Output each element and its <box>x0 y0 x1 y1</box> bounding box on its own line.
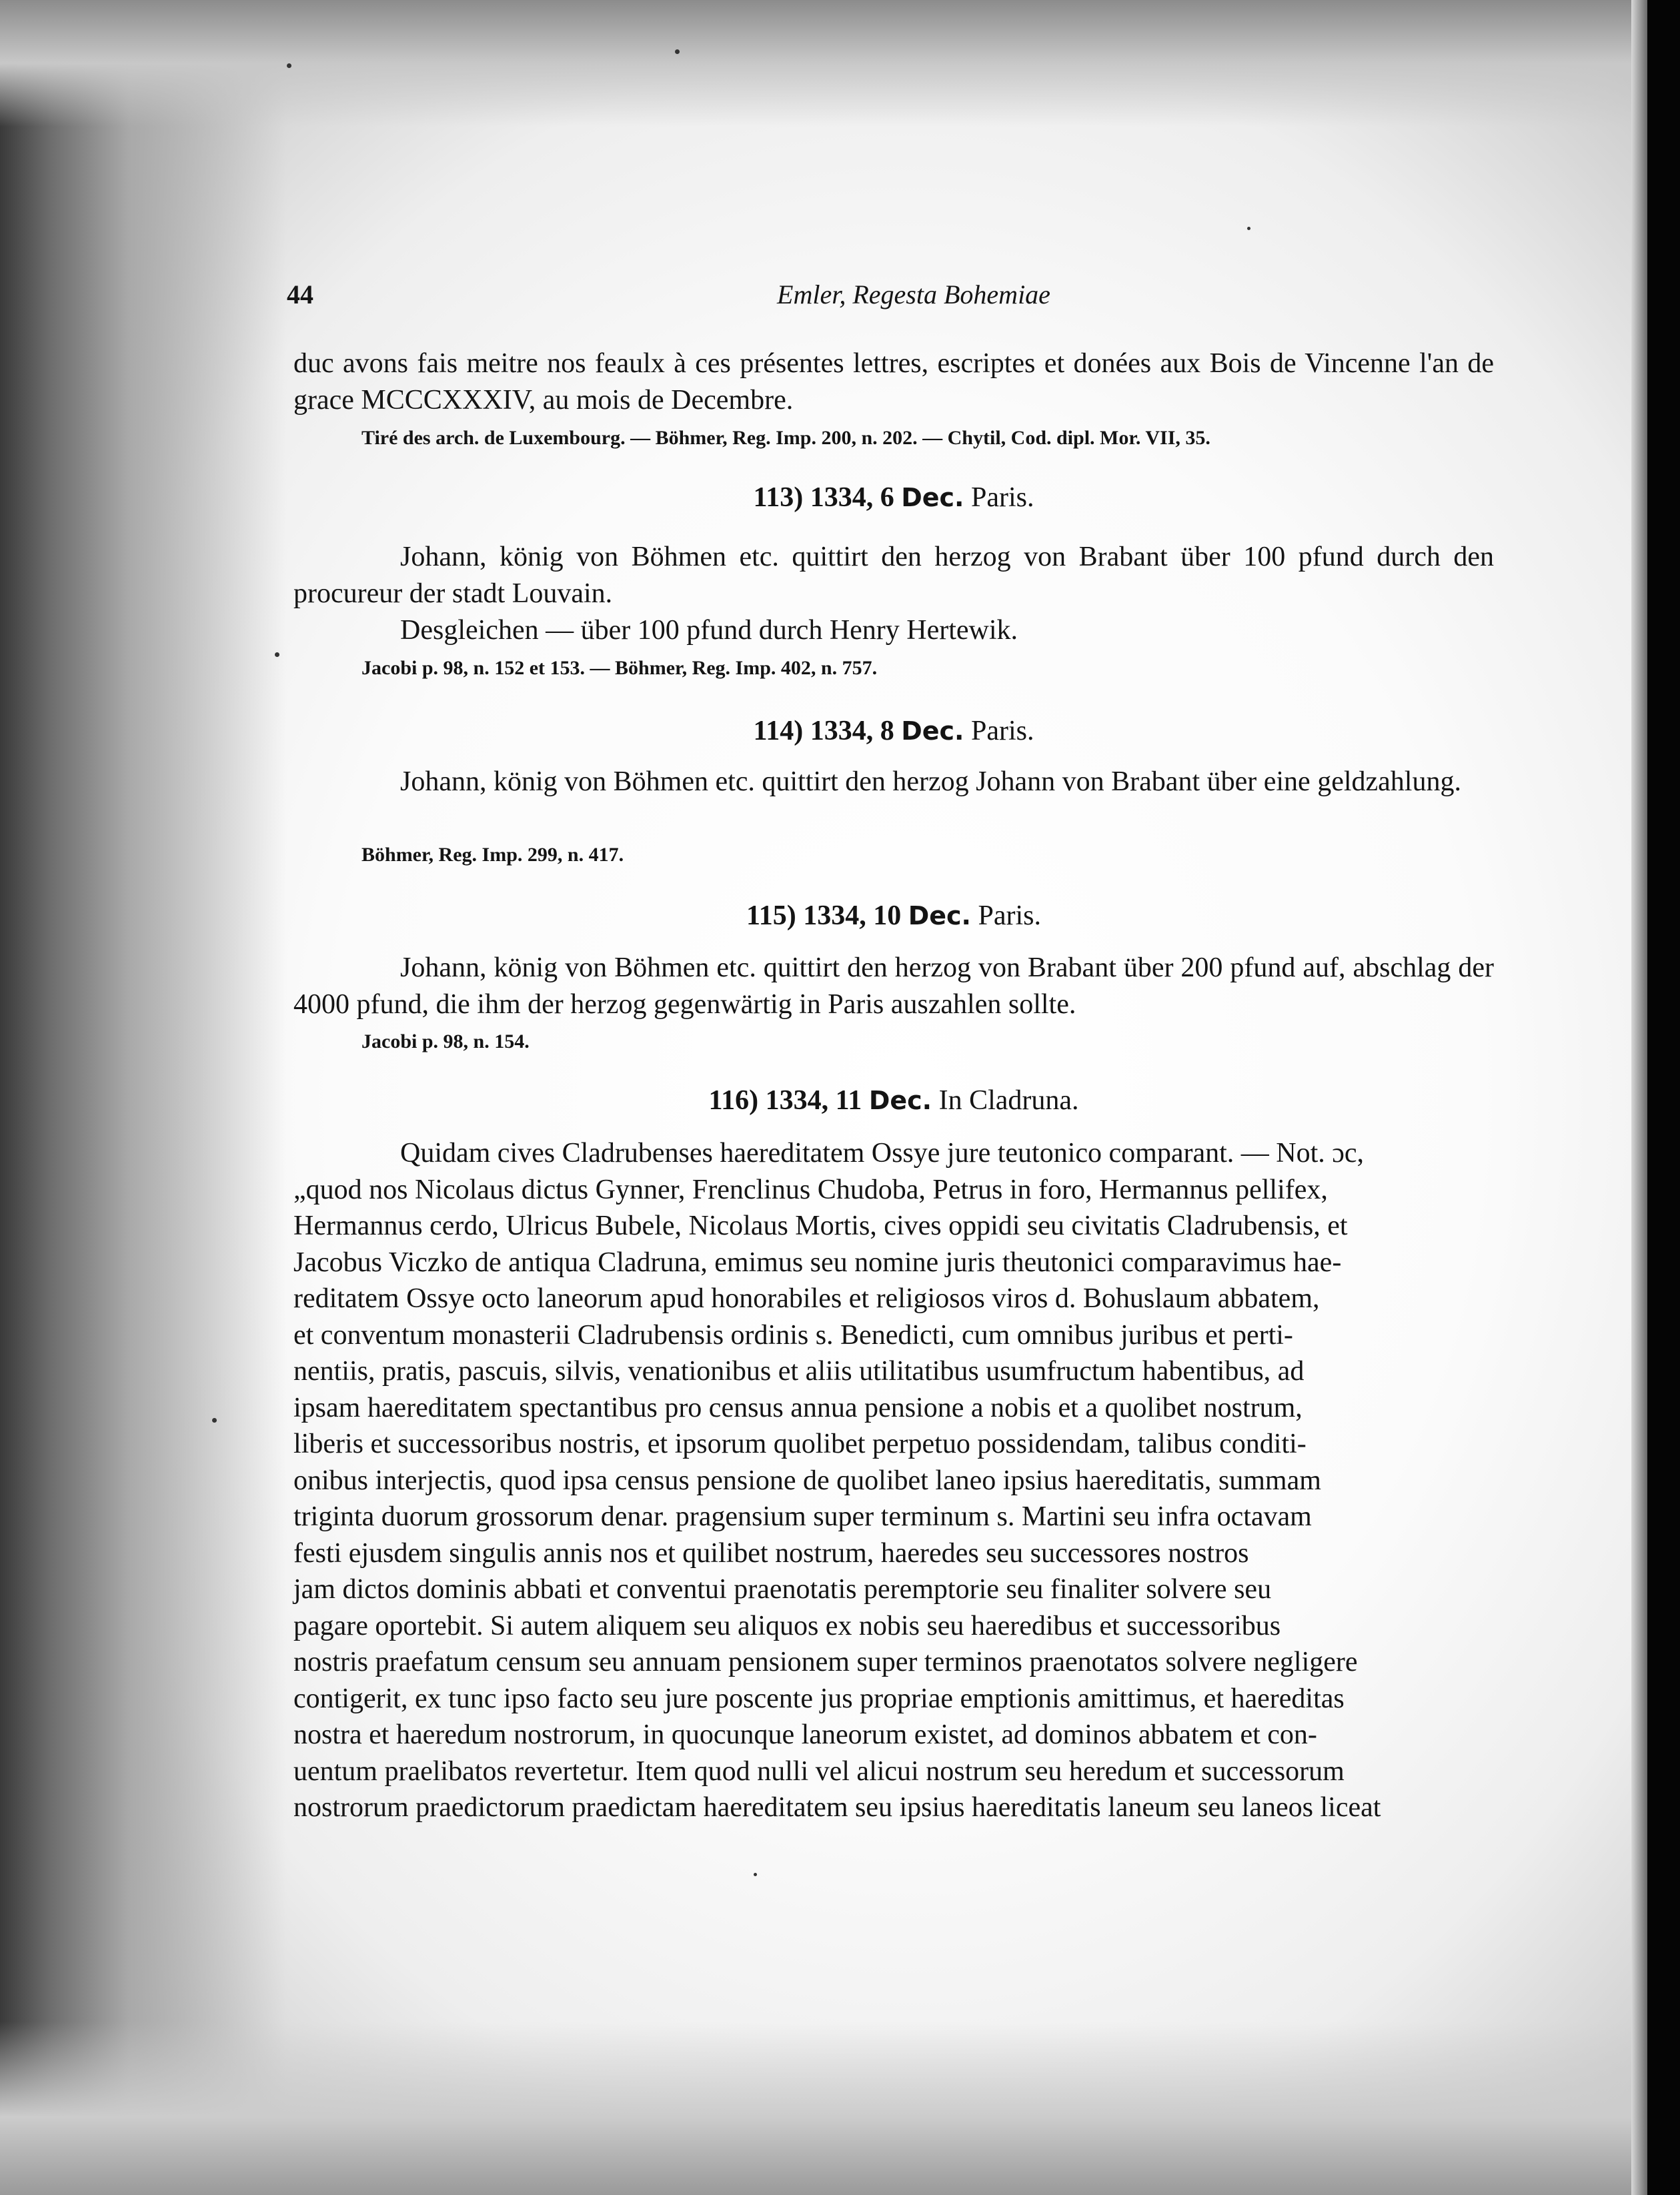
entry-date: 1334, 8 <box>810 716 894 746</box>
text-line: liberis et successoribus nostris, et ipsorum quolibet perpetuo possidendam, talibus conditi- <box>293 1429 1307 1459</box>
text-line: festi ejusdem singulis annis nos et quilibet nostrum, haeredes seu successores nostros <box>293 1537 1249 1569</box>
scan-speck <box>275 652 279 657</box>
scan-shadow-top <box>0 0 1647 127</box>
entry-place: Paris. <box>970 482 1034 513</box>
page-edge-right <box>1631 0 1647 2195</box>
entry-text-116 <box>293 1135 1494 1826</box>
scan-speck <box>1247 227 1250 230</box>
text-line: Jacobus Viczko de antiqua Cladruna, emimus seu nomine juris theutonici comparavimus hae- <box>293 1247 1342 1278</box>
text-line: jam dictos dominis abbati et conventui praenotatis peremptorie seu finaliter solvere seu <box>293 1574 1272 1605</box>
scan-border-right <box>1647 0 1680 2195</box>
text-line: triginta duorum grossorum denar. pragensium super terminum s. Martini seu infra octavam <box>293 1501 1312 1532</box>
scan-speck <box>212 1418 217 1423</box>
text-line: nostrorum praedictorum praedictam haereditatem seu ipsius haereditatis laneum seu laneos liceat <box>293 1792 1381 1823</box>
entry-text-115: Johann, könig von Böhmen etc. quittirt den herzog von Brabant über 200 pfund auf, abschlag der 4000 pfund, die ihm der herzog gegenwärtig in Paris auszahlen sollte. <box>293 952 1494 1020</box>
entry-number: 114) <box>753 716 804 746</box>
running-title: Emler, Regesta Bohemiae <box>777 279 1050 309</box>
entry-heading-113 <box>293 479 1494 516</box>
entry-month: Dec. <box>901 716 964 746</box>
entry-heading-115 <box>293 897 1494 934</box>
page-number: 44 <box>287 279 313 309</box>
text-line: ipsam haereditatem spectantibus pro census annua pensione a nobis et a quolibet nostrum, <box>293 1392 1303 1423</box>
entry-month: Dec. <box>901 483 964 512</box>
entry-source-114: Böhmer, Reg. Imp. 299, n. 417. <box>361 844 624 866</box>
entry-number: 113) <box>753 482 804 513</box>
scan-speck <box>754 1873 757 1876</box>
text-line: uentum praelibatos revertetur. Item quod nulli vel alicui nostrum seu heredum et successorum <box>293 1755 1345 1787</box>
scan-speck <box>287 63 291 68</box>
entry-text-113-b: Desgleichen — über 100 pfund durch Henry Hertewik. <box>400 615 1018 646</box>
continuation-paragraph: duc avons fais meitre nos feaulx à ces présentes lettres, escriptes et donées aux Bois de Vincenne l'an de grace MCCCXXXIV, au mois de Decembre. <box>293 348 1494 416</box>
scan-speck <box>675 49 680 54</box>
text-line: onibus interjectis, quod ipsa census pensione de quolibet laneo ipsius haereditatis, summam <box>293 1465 1321 1496</box>
entry-source-115: Jacobi p. 98, n. 154. <box>361 1030 530 1052</box>
entry-number: 116) <box>708 1085 759 1116</box>
continuation-source: Tiré des arch. de Luxembourg. — Böhmer, Reg. Imp. 200, n. 202. — Chytil, Cod. dipl. Mor. VII, 35. <box>361 427 1210 449</box>
entry-place: Paris. <box>970 716 1034 746</box>
text-line: nentiis, pratis, pascuis, silvis, venationibus et aliis utilitatibus usumfructum habentibus, ad <box>293 1356 1305 1387</box>
scan-shadow-left <box>0 0 287 2195</box>
entry-date: 1334, 10 <box>803 900 902 931</box>
running-header <box>287 275 1494 315</box>
entry-heading-116 <box>293 1082 1494 1119</box>
text-line: reditatem Ossye octo laneorum apud honorabiles et religiosos viros d. Bohuslaum abbatem, <box>293 1283 1320 1314</box>
entry-month: Dec. <box>868 1086 932 1115</box>
text-line: et conventum monasterii Cladrubensis ordinis s. Benedicti, cum omnibus juribus et perti- <box>293 1319 1293 1351</box>
entry-place: In Cladruna. <box>938 1085 1079 1116</box>
entry-date: 1334, 6 <box>810 482 894 513</box>
entry-source-113: Jacobi p. 98, n. 152 et 153. — Böhmer, Reg. Imp. 402, n. 757. <box>361 657 878 679</box>
text-line: Hermannus cerdo, Ulricus Bubele, Nicolaus Mortis, cives oppidi seu civitatis Cladrubensis, et <box>293 1211 1348 1241</box>
text-line: nostris praefatum censum seu annuam pensionem super terminos praenotatos solvere negligere <box>293 1647 1358 1677</box>
entry-place: Paris. <box>978 900 1041 931</box>
text-line: pagare oportebit. Si autem aliquem seu aliquos ex nobis seu haeredibus et successoribus <box>293 1610 1281 1641</box>
text-line: Quidam cives Cladrubenses haereditatem Ossye jure teutonico comparant. — Not. ɔc, <box>400 1138 1365 1169</box>
entry-heading-114 <box>293 712 1494 750</box>
text-line: contigerit, ex tunc ipso facto seu jure poscente jus propriae emptionis amittimus, et haereditas <box>293 1683 1345 1714</box>
text-line: „quod nos Nicolaus dictus Gynner, Frenclinus Chudoba, Petrus in foro, Hermannus pellifex, <box>293 1174 1328 1205</box>
scan-shadow-bottom <box>0 2022 1647 2195</box>
entry-text-113: Johann, könig von Böhmen etc. quittirt den herzog von Brabant über 100 pfund durch den procureur der stadt Louvain. <box>293 542 1494 609</box>
text-line: nostra et haeredum nostrorum, in quocunque laneorum existet, ad dominos abbatem et con- <box>293 1719 1317 1750</box>
entry-month: Dec. <box>908 901 971 930</box>
entry-date: 1334, 11 <box>765 1085 862 1116</box>
entry-number: 115) <box>746 900 796 931</box>
entry-text-114: Johann, könig von Böhmen etc. quittirt den herzog Johann von Brabant über eine geldzahlung. <box>400 766 1461 797</box>
